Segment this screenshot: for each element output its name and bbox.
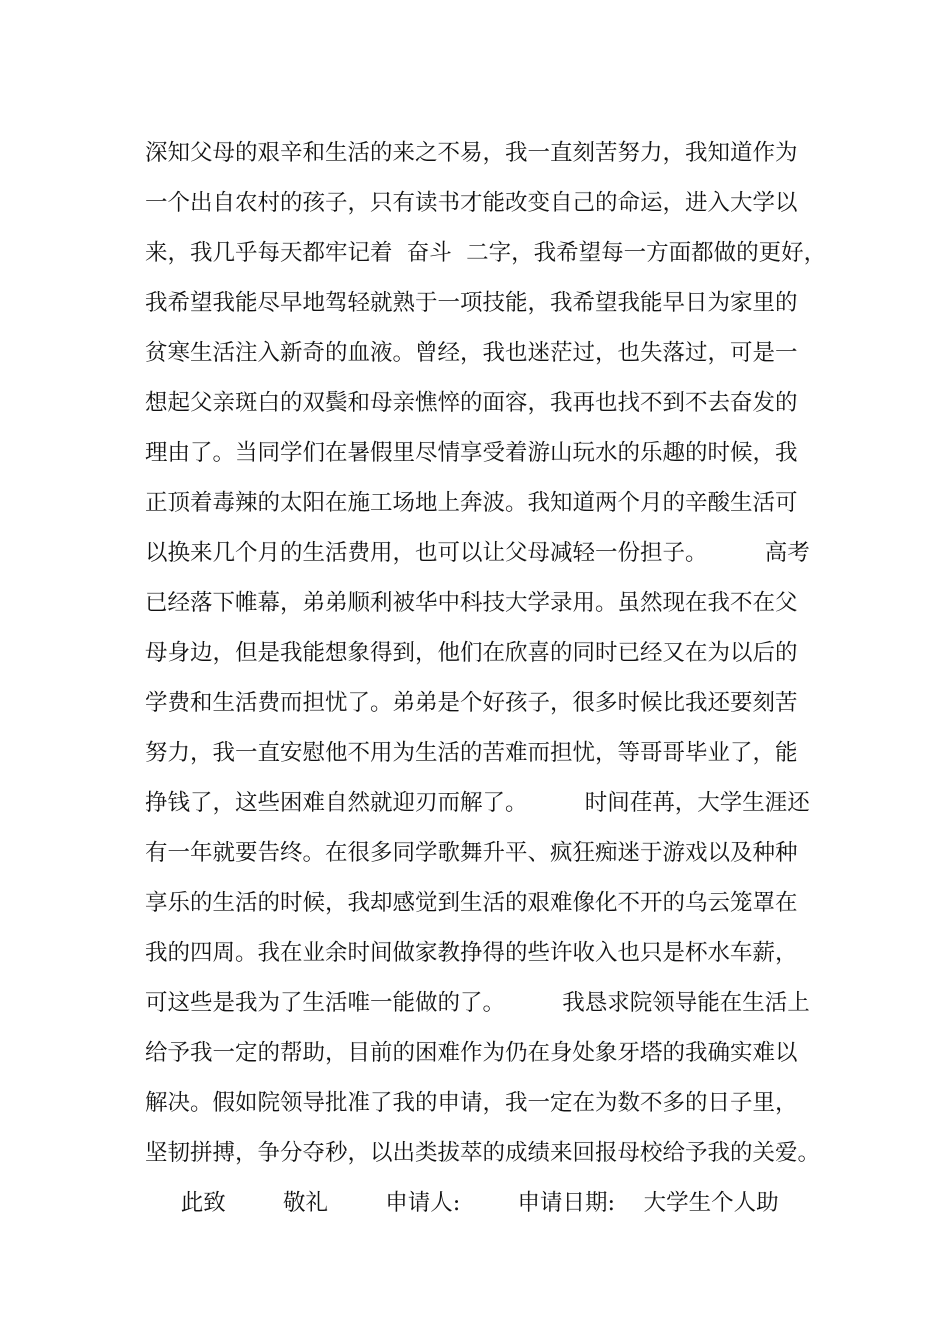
text-line: 来，我几乎每天都牢记着 奋斗 二字，我希望每一方面都做的更好， [145, 240, 827, 266]
text-line: 深知父母的艰辛和生活的来之不易，我一直刻苦努力，我知道作为 [145, 140, 798, 166]
closing-line: 此致 敬礼 申请人: 申请日期: 大学生个人助 [145, 1190, 779, 1216]
text-line: 我的四周。我在业余时间做家教挣得的些许收入也只是杯水车薪， [145, 940, 798, 966]
text-line: 以换来几个月的生活费用，也可以让父母减轻一份担子。 高考 [145, 540, 810, 566]
text-line: 享乐的生活的时候，我却感觉到生活的艰难像化不开的乌云笼罩在 [145, 890, 798, 916]
text-line: 努力，我一直安慰他不用为生活的苦难而担忧，等哥哥毕业了，能 [145, 740, 798, 766]
text-line: 正顶着毒辣的太阳在施工场地上奔波。我知道两个月的辛酸生活可 [145, 490, 798, 516]
text-line: 想起父亲斑白的双鬓和母亲憔悴的面容，我再也找不到不去奋发的 [145, 390, 798, 416]
text-line: 贫寒生活注入新奇的血液。曾经，我也迷茫过，也失落过，可是一 [145, 340, 798, 366]
text-line: 挣钱了，这些困难自然就迎刃而解了。 时间荏苒，大学生涯还 [145, 790, 810, 816]
text-line: 一个出自农村的孩子，只有读书才能改变自己的命运，进入大学以 [145, 190, 798, 216]
text-line: 可这些是我为了生活唯一能做的了。 我恳求院领导能在生活上 [145, 990, 810, 1016]
text-line: 有一年就要告终。在很多同学歌舞升平、疯狂痴迷于游戏以及种种 [145, 840, 798, 866]
letter-body [145, 128, 825, 1228]
text-line: 母身边，但是我能想象得到，他们在欣喜的同时已经又在为以后的 [145, 640, 798, 666]
text-line: 学费和生活费而担忧了。弟弟是个好孩子，很多时候比我还要刻苦 [145, 690, 798, 716]
text-line: 已经落下帷幕，弟弟顺利被华中科技大学录用。虽然现在我不在父 [145, 590, 798, 616]
text-line: 坚韧拼搏，争分夺秒，以出类拔萃的成绩来回报母校给予我的关爱。 [145, 1140, 821, 1166]
text-line: 解决。假如院领导批准了我的申请，我一定在为数不多的日子里， [145, 1090, 798, 1116]
text-line: 给予我一定的帮助，目前的困难作为仍在身处象牙塔的我确实难以 [145, 1040, 798, 1066]
text-line: 理由了。当同学们在暑假里尽情享受着游山玩水的乐趣的时候，我 [145, 440, 798, 466]
text-line: 我希望我能尽早地驾轻就熟于一项技能，我希望我能早日为家里的 [145, 290, 798, 316]
